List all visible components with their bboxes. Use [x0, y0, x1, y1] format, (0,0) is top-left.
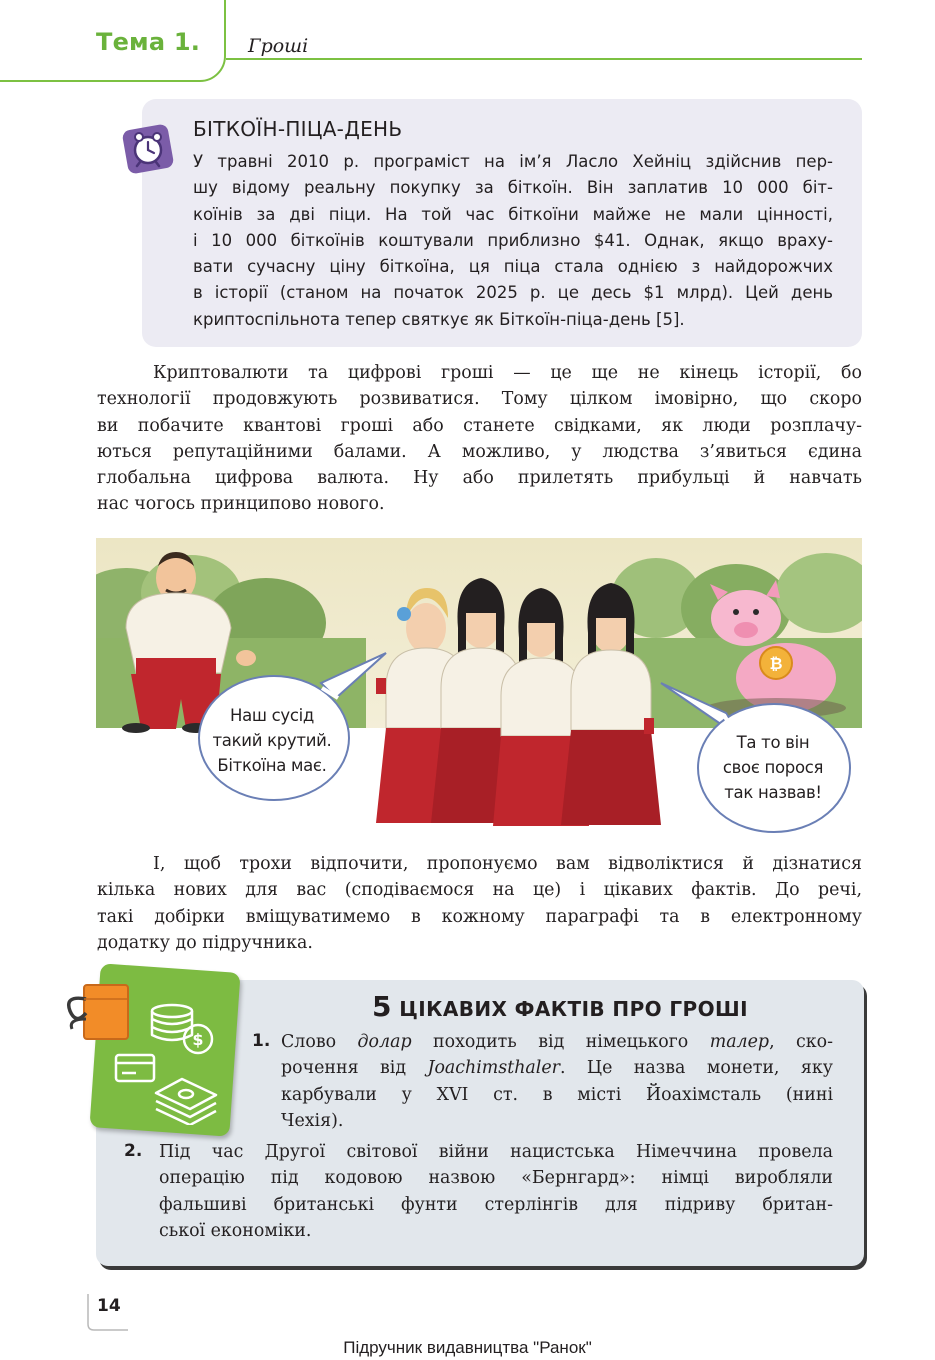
- svg-text:$: $: [192, 1030, 204, 1049]
- info-line: коїнів за дві піци. На той час біткоїни майже не мали цінності,: [193, 204, 833, 224]
- info-line: в історії (станом на початок 2025 р. це десь $1 млрд). Цей день: [193, 283, 833, 303]
- speech-bubble-right-text: [703, 730, 843, 805]
- fact-item-dollar: [281, 1029, 833, 1134]
- paragraph-line: Криптовалюти та цифрові гроші — це ще не кінець історії, бо: [153, 363, 862, 383]
- fact-line: Слово долар походить від німецького талер, ско-: [281, 1032, 833, 1052]
- credit-card-icon: [116, 1055, 154, 1081]
- fact-number: 1.: [252, 1031, 271, 1051]
- page-number: 14: [97, 1296, 121, 1316]
- alarm-clock-icon: [122, 122, 174, 174]
- banknotes-icon: [156, 1079, 216, 1125]
- fact-line: операцію під кодовою назвою «Бернгард»: німці виробляли: [159, 1168, 833, 1189]
- fact-line: карбували у XVI ст. в місті Йоахімсталь (нині: [281, 1084, 833, 1105]
- fact-line: Чехія).: [281, 1110, 344, 1131]
- fact-line: Під час Другої світової війни нацистська Німеччина провела: [159, 1142, 833, 1162]
- binder-clip-icon: [64, 975, 134, 1045]
- paragraph-line: ви побачите квантові гроші або станете свідками, як люди розплачу-: [97, 415, 862, 436]
- fact-line: рочення від Joachimsthaler. Це назва монети, яку: [281, 1058, 833, 1079]
- paragraph-crypto-future: [97, 360, 862, 518]
- publisher-footer: Підручник видавництва "Ранок": [343, 1338, 592, 1357]
- bubble-line: своє порося: [722, 758, 824, 777]
- bubble-line: Біткоїна має.: [217, 756, 327, 775]
- info-box-heading: БІТКОЇН-ПІЦА-ДЕНЬ: [193, 117, 403, 141]
- bubble-line: Наш сусід: [229, 706, 315, 725]
- paragraph-line: глобальна цифрова валюта. Ну або прилетять прибульці й навчать: [97, 468, 862, 489]
- fact-line: ської економіки.: [159, 1220, 312, 1241]
- header-rule: [226, 58, 862, 60]
- fact-line: фальшиві британські фунти стерлінгів для підриву британ-: [159, 1194, 833, 1215]
- bubble-line: Та то він: [736, 733, 810, 752]
- topic-label: Тема 1.: [96, 28, 201, 56]
- paragraph-line: технології продовжують розвиватися. Тому цілком імовірно, що скоро: [97, 389, 862, 410]
- coin-stack-icon: [152, 1005, 212, 1053]
- bubble-line: так назвав!: [724, 783, 822, 802]
- paragraph-line: кілька нових для вас (сподіваємося на це) і цікавих фактів. До речі,: [97, 880, 862, 901]
- fact-item-bernhard: [159, 1139, 833, 1244]
- paragraph-line: такі добірки вміщуватимемо в кожному параграфі та в електронному: [97, 906, 862, 927]
- facts-title: [340, 990, 780, 1023]
- paragraph-line: нас чогось принципово нового.: [97, 494, 385, 515]
- chapter-title: Гроші: [248, 35, 309, 57]
- bubble-line: такий крутий.: [212, 731, 332, 750]
- paragraph-line: додатку до підручника.: [97, 932, 313, 953]
- info-box-text: [193, 149, 833, 333]
- info-line: криптоспільнота тепер святкує як Біткоїн-піца-день [5].: [193, 309, 685, 329]
- fact-number: 2.: [124, 1141, 143, 1161]
- paragraph-facts-intro: [97, 851, 862, 956]
- speech-bubble-left-text: [202, 703, 342, 778]
- info-line: вати сучасну ціну біткоїна, ця піца стала однією з найдорожчих: [193, 257, 833, 277]
- info-line: і 10 000 біткоїнів коштували приблизно $41. Однак, якщо враху-: [193, 230, 833, 250]
- info-line: У травні 2010 р. програміст на ім’я Ласло Хейніц здійснив пер-: [193, 152, 833, 171]
- svg-text:₿: ₿: [769, 654, 783, 673]
- paragraph-line: ються репутаційними балами. А можливо, у людства з’явиться єдина: [97, 441, 862, 462]
- facts-title-number: 5: [372, 990, 392, 1023]
- paragraph-line: І, щоб трохи відпочити, пропонуємо вам відволіктися й дізнатися: [153, 854, 862, 874]
- facts-title-text: ЦІКАВИХ ФАКТІВ ПРО ГРОШІ: [399, 997, 748, 1021]
- info-line: шу відому реальну покупку за біткоїн. Він заплатив 10 000 біт-: [193, 178, 833, 198]
